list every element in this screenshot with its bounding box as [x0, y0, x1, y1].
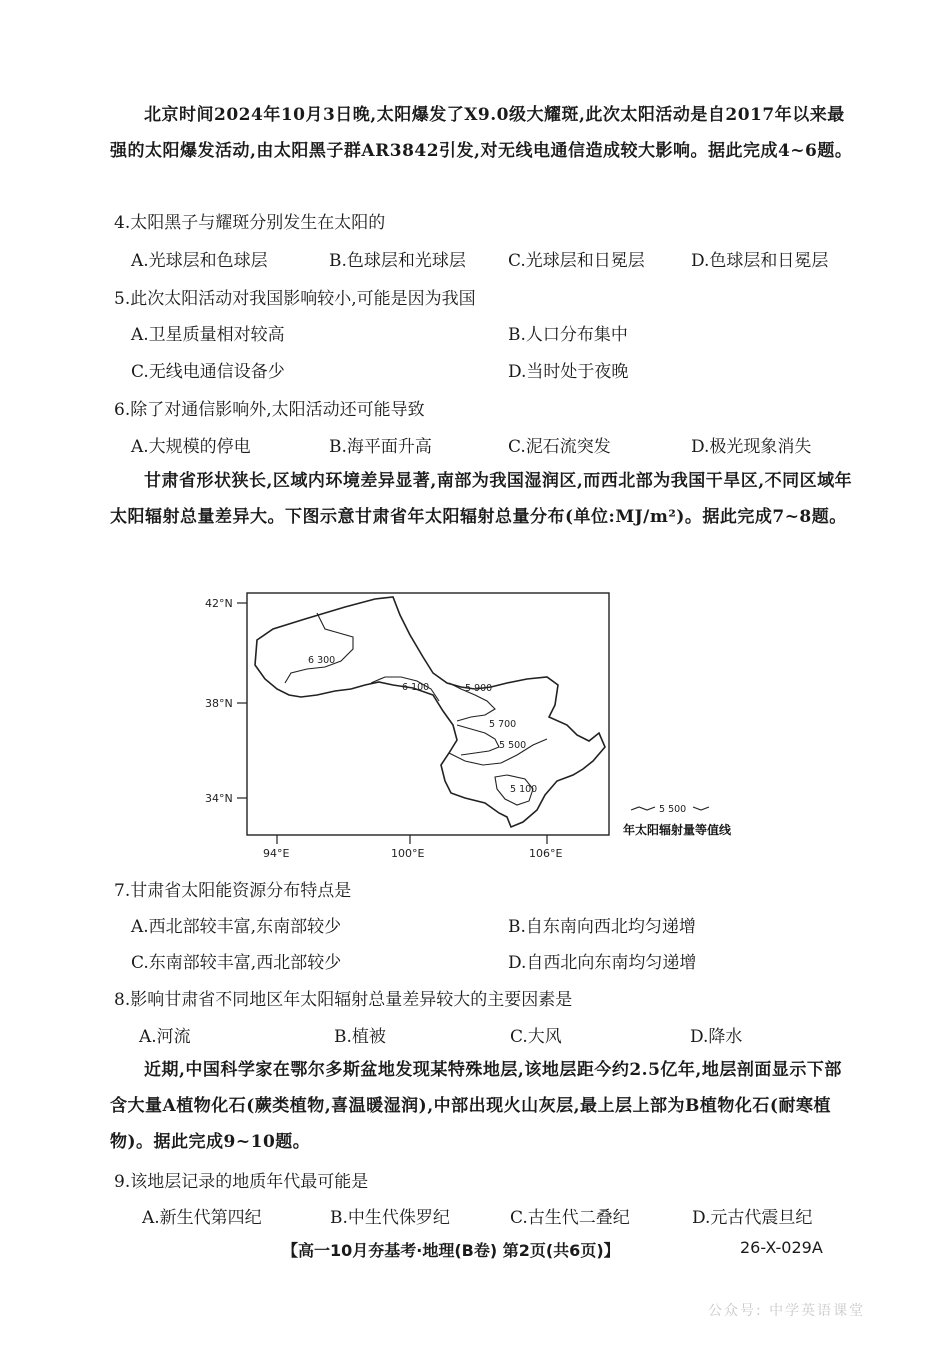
- q5-option-d: D.当时处于夜晚: [508, 362, 629, 382]
- question-8: 8.影响甘肃省不同地区年太阳辐射总量差异较大的主要因素是: [114, 990, 573, 1010]
- question-9: 9.该地层记录的地质年代最可能是: [114, 1172, 369, 1192]
- q4-option-b: B.色球层和光球层: [329, 251, 466, 271]
- contour-5500: [449, 739, 547, 765]
- q4-option-a: A.光球层和色球层: [131, 251, 268, 271]
- q4-option-c: C.光球层和日冕层: [508, 251, 645, 271]
- contour-label-6100: 6 100: [402, 682, 430, 693]
- legend-line-sample-left: [631, 807, 655, 810]
- q8-option-a: A.河流: [139, 1027, 191, 1047]
- gansu-radiation-map: [195, 585, 775, 870]
- lat-label-42n: 42°N: [205, 597, 233, 610]
- q7-option-c: C.东南部较丰富,西北部较少: [131, 953, 342, 973]
- legend-line-sample-right: [693, 807, 709, 810]
- q9-option-a: A.新生代第四纪: [142, 1208, 262, 1228]
- legend-label: 年太阳辐射量等值线: [623, 823, 732, 837]
- watermark: 公众号: 中学英语课堂: [708, 1303, 866, 1319]
- contour-label-5900: 5 900: [465, 683, 493, 694]
- page-footer-code: 26-X-029A: [740, 1238, 823, 1257]
- intro-paragraph-gansu: 甘肃省形状狭长,区域内环境差异显著,南部为我国湿润区,而西北部为我国干旱区,不同区域年太阳辐射总量差异大。下图示意甘肃省年太阳辐射总量分布(单位:MJ/m²)。据此完成7~8题。: [110, 471, 853, 527]
- contour-label-5100: 5 100: [510, 784, 538, 795]
- lat-label-34n: 34°N: [205, 792, 233, 805]
- intro-paragraph-solar: 北京时间2024年10月3日晚,太阳爆发了X9.0级大耀斑,此次太阳活动是自2017年以来最强的太阳爆发活动,由太阳黑子群AR3842引发,对无线电通信造成较大影响。据此完成4~6题。: [110, 105, 853, 161]
- lon-label-106e: 106°E: [529, 847, 563, 860]
- q7-option-a: A.西北部较丰富,东南部较少: [131, 917, 342, 937]
- q4-option-d: D.色球层和日冕层: [691, 251, 829, 271]
- q5-option-a: A.卫星质量相对较高: [131, 325, 285, 345]
- question-5: 5.此次太阳活动对我国影响较小,可能是因为我国: [114, 289, 476, 309]
- q5-option-b: B.人口分布集中: [508, 325, 628, 345]
- q9-option-d: D.元古代震旦纪: [692, 1208, 813, 1228]
- question-7: 7.甘肃省太阳能资源分布特点是: [114, 881, 352, 901]
- q6-option-d: D.极光现象消失: [691, 437, 812, 457]
- q5-option-c: C.无线电通信设备少: [131, 362, 285, 382]
- contour-label-5500: 5 500: [499, 740, 527, 751]
- contour-6300: [285, 613, 353, 683]
- question-4: 4.太阳黑子与耀斑分别发生在太阳的: [114, 213, 386, 233]
- question-6: 6.除了对通信影响外,太阳活动还可能导致: [114, 400, 425, 420]
- q6-option-c: C.泥石流突发: [508, 437, 611, 457]
- page-footer-title: 【高一10月夯基考·地理(B卷) 第2页(共6页)】: [282, 1241, 620, 1260]
- gansu-province-outline: [255, 597, 605, 827]
- q8-option-d: D.降水: [690, 1027, 743, 1047]
- q9-option-b: B.中生代侏罗纪: [330, 1208, 450, 1228]
- lat-label-38n: 38°N: [205, 697, 233, 710]
- q7-option-d: D.自西北向东南均匀递增: [508, 953, 697, 973]
- q6-option-a: A.大规模的停电: [131, 437, 251, 457]
- lon-label-100e: 100°E: [391, 847, 425, 860]
- q7-option-b: B.自东南向西北均匀递增: [508, 917, 696, 937]
- legend-sample-value: 5 500: [659, 804, 687, 815]
- q6-option-b: B.海平面升高: [329, 437, 432, 457]
- lon-label-94e: 94°E: [263, 847, 290, 860]
- contour-label-6300: 6 300: [308, 655, 336, 666]
- q8-option-b: B.植被: [334, 1027, 386, 1047]
- map-frame: [247, 593, 609, 835]
- intro-paragraph-strata: 近期,中国科学家在鄂尔多斯盆地发现某特殊地层,该地层距今约2.5亿年,地层剖面显示下部含大量A植物化石(蕨类植物,喜温暖湿润),中部出现火山灰层,最上层上部为B植物化石(耐寒植物)。据此完成9~10题。: [110, 1060, 842, 1152]
- q8-option-c: C.大风: [510, 1027, 562, 1047]
- contour-label-5700: 5 700: [489, 719, 517, 730]
- q9-option-c: C.古生代二叠纪: [510, 1208, 630, 1228]
